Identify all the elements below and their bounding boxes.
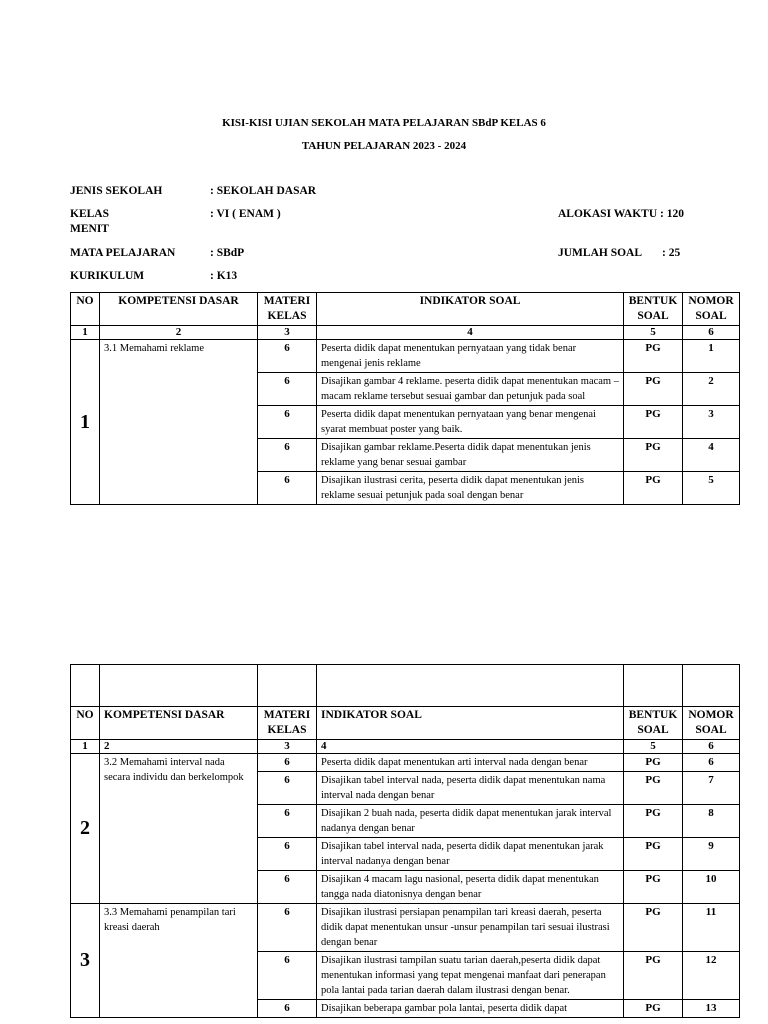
header-bentuk-soal: BENTUK SOAL bbox=[624, 707, 683, 740]
kelas-value: : VI ( ENAM ) bbox=[210, 208, 281, 220]
indikator-cell: Disajikan 2 buah nada, peserta didik dapat menentukan jarak interval nadanya dengan benar bbox=[317, 805, 624, 838]
kisi-kisi-table-2 bbox=[70, 664, 740, 1018]
header-nomor-soal: NOMOR SOAL bbox=[683, 707, 740, 740]
col-number: 2 bbox=[100, 740, 258, 754]
nomor-cell: 5 bbox=[683, 472, 740, 505]
bentuk-cell: PG bbox=[624, 373, 683, 406]
bentuk-cell: PG bbox=[624, 871, 683, 904]
nomor-cell: 10 bbox=[683, 871, 740, 904]
mata-pelajaran-value: : SBdP bbox=[210, 247, 245, 259]
group-number: 2 bbox=[71, 754, 100, 904]
col-number: 5 bbox=[624, 326, 683, 340]
kurikulum-value: : K13 bbox=[210, 270, 238, 282]
nomor-cell: 9 bbox=[683, 838, 740, 871]
materi-cell: 6 bbox=[258, 871, 317, 904]
kompetensi-dasar-cell: 3.1 Memahami reklame bbox=[100, 340, 258, 505]
col-number: 5 bbox=[624, 740, 683, 754]
materi-cell: 6 bbox=[258, 373, 317, 406]
header-materi-kelas: MATERI KELAS bbox=[258, 707, 317, 740]
document-subtitle: TAHUN PELAJARAN 2023 - 2024 bbox=[301, 140, 467, 152]
nomor-cell: 2 bbox=[683, 373, 740, 406]
header-nomor-soal: NOMOR SOAL bbox=[683, 293, 740, 326]
header-kompetensi-dasar: KOMPETENSI DASAR bbox=[100, 707, 258, 740]
header-no: NO bbox=[71, 707, 100, 740]
materi-cell: 6 bbox=[258, 340, 317, 373]
indikator-cell: Disajikan 4 macam lagu nasional, peserta didik dapat menentukan tangga nada diatonisnya dengan benar bbox=[317, 871, 624, 904]
col-number: 3 bbox=[258, 740, 317, 754]
header-bentuk-soal: BENTUK SOAL bbox=[624, 293, 683, 326]
table-row bbox=[71, 754, 740, 772]
group-number: 3 bbox=[71, 904, 100, 1018]
nomor-cell: 12 bbox=[683, 952, 740, 1000]
materi-cell: 6 bbox=[258, 406, 317, 439]
nomor-cell: 1 bbox=[683, 340, 740, 373]
nomor-cell: 13 bbox=[683, 1000, 740, 1018]
kisi-kisi-table-1 bbox=[70, 292, 740, 505]
col-number: 4 bbox=[317, 740, 624, 754]
bentuk-cell: PG bbox=[624, 838, 683, 871]
header-kompetensi-dasar: KOMPETENSI DASAR bbox=[100, 293, 258, 326]
blank-row bbox=[71, 665, 740, 707]
indikator-cell: Peserta didik dapat menentukan arti interval nada dengan benar bbox=[317, 754, 624, 772]
bentuk-cell: PG bbox=[624, 439, 683, 472]
kompetensi-dasar-cell: 3.2 Memahami interval nada secara individu dan berkelompok bbox=[100, 754, 258, 904]
bentuk-cell: PG bbox=[624, 472, 683, 505]
kurikulum-label: KURIKULUM bbox=[70, 270, 145, 282]
indikator-cell: Peserta didik dapat menentukan pernyataan yang benar mengenai syarat membuat poster yang baik. bbox=[317, 406, 624, 439]
header-indikator-soal: INDIKATOR SOAL bbox=[317, 707, 624, 740]
column-number-row bbox=[71, 740, 740, 754]
materi-cell: 6 bbox=[258, 805, 317, 838]
jenis-sekolah-label: JENIS SEKOLAH bbox=[70, 185, 163, 197]
col-number: 1 bbox=[71, 326, 100, 340]
col-number: 4 bbox=[317, 326, 624, 340]
nomor-cell: 4 bbox=[683, 439, 740, 472]
header-no: NO bbox=[71, 293, 100, 326]
nomor-cell: 8 bbox=[683, 805, 740, 838]
alokasi-waktu: ALOKASI WAKTU : 120 bbox=[558, 208, 684, 220]
group-number: 1 bbox=[71, 340, 100, 505]
document-title: KISI-KISI UJIAN SEKOLAH MATA PELAJARAN SBdP KELAS 6 bbox=[222, 117, 546, 129]
kompetensi-dasar-cell: 3.3 Memahami penampilan tari kreasi daerah bbox=[100, 904, 258, 1018]
indikator-cell: Disajikan gambar reklame.Peserta didik dapat menentukan jenis reklame yang benar sesuai gambar bbox=[317, 439, 624, 472]
table-header-row bbox=[71, 707, 740, 740]
jumlah-soal-value: : 25 bbox=[662, 247, 681, 259]
table-header-row bbox=[71, 293, 740, 326]
col-number: 3 bbox=[258, 326, 317, 340]
table-row bbox=[71, 904, 740, 952]
header-indikator-soal: INDIKATOR SOAL bbox=[317, 293, 624, 326]
bentuk-cell: PG bbox=[624, 406, 683, 439]
bentuk-cell: PG bbox=[624, 754, 683, 772]
materi-cell: 6 bbox=[258, 754, 317, 772]
indikator-cell: Disajikan ilustrasi tampilan suatu tarian daerah,peserta didik dapat menentukan informasi yang tepat mengenai manfaat dari penerapan pola lantai pada tarian daerah dalam ilustrasi dengan benar. bbox=[317, 952, 624, 1000]
materi-cell: 6 bbox=[258, 439, 317, 472]
bentuk-cell: PG bbox=[624, 805, 683, 838]
indikator-cell: Disajikan gambar 4 reklame. peserta didik dapat menentukan macam – macam reklame tersebut sesuai gambar dan petunjuk pada soal bbox=[317, 373, 624, 406]
indikator-cell: Disajikan tabel interval nada, peserta didik dapat menentukan jarak interval nadanya dengan benar bbox=[317, 838, 624, 871]
col-number: 1 bbox=[71, 740, 100, 754]
bentuk-cell: PG bbox=[624, 772, 683, 805]
nomor-cell: 3 bbox=[683, 406, 740, 439]
menit-label: MENIT bbox=[70, 223, 109, 235]
indikator-cell: Peserta didik dapat menentukan pernyataan yang tidak benar mengenai jenis reklame bbox=[317, 340, 624, 373]
bentuk-cell: PG bbox=[624, 340, 683, 373]
kelas-label: KELAS bbox=[70, 208, 109, 220]
nomor-cell: 11 bbox=[683, 904, 740, 952]
indikator-cell: Disajikan tabel interval nada, peserta didik dapat menentukan nama interval nada dengan benar bbox=[317, 772, 624, 805]
bentuk-cell: PG bbox=[624, 1000, 683, 1018]
bentuk-cell: PG bbox=[624, 904, 683, 952]
col-number: 2 bbox=[100, 326, 258, 340]
col-number: 6 bbox=[683, 740, 740, 754]
materi-cell: 6 bbox=[258, 772, 317, 805]
nomor-cell: 6 bbox=[683, 754, 740, 772]
jumlah-soal-label: JUMLAH SOAL bbox=[558, 247, 643, 259]
col-number: 6 bbox=[683, 326, 740, 340]
mata-pelajaran-label: MATA PELAJARAN bbox=[70, 247, 176, 259]
nomor-cell: 7 bbox=[683, 772, 740, 805]
materi-cell: 6 bbox=[258, 952, 317, 1000]
materi-cell: 6 bbox=[258, 472, 317, 505]
header-materi-kelas: MATERI KELAS bbox=[258, 293, 317, 326]
indikator-cell: Disajikan ilustrasi cerita, peserta didik dapat menentukan jenis reklame sesuai petunjuk pada soal dengan benar bbox=[317, 472, 624, 505]
indikator-cell: Disajikan beberapa gambar pola lantai, peserta didik dapat bbox=[317, 1000, 624, 1018]
materi-cell: 6 bbox=[258, 904, 317, 952]
bentuk-cell: PG bbox=[624, 952, 683, 1000]
jenis-sekolah-value: : SEKOLAH DASAR bbox=[210, 185, 317, 197]
column-number-row bbox=[71, 326, 740, 340]
indikator-cell: Disajikan ilustrasi persiapan penampilan tari kreasi daerah, peserta didik dapat menentukan unsur -unsur penampilan tari sesuai ilustrasi dengan benar bbox=[317, 904, 624, 952]
table-row bbox=[71, 340, 740, 373]
materi-cell: 6 bbox=[258, 1000, 317, 1018]
materi-cell: 6 bbox=[258, 838, 317, 871]
